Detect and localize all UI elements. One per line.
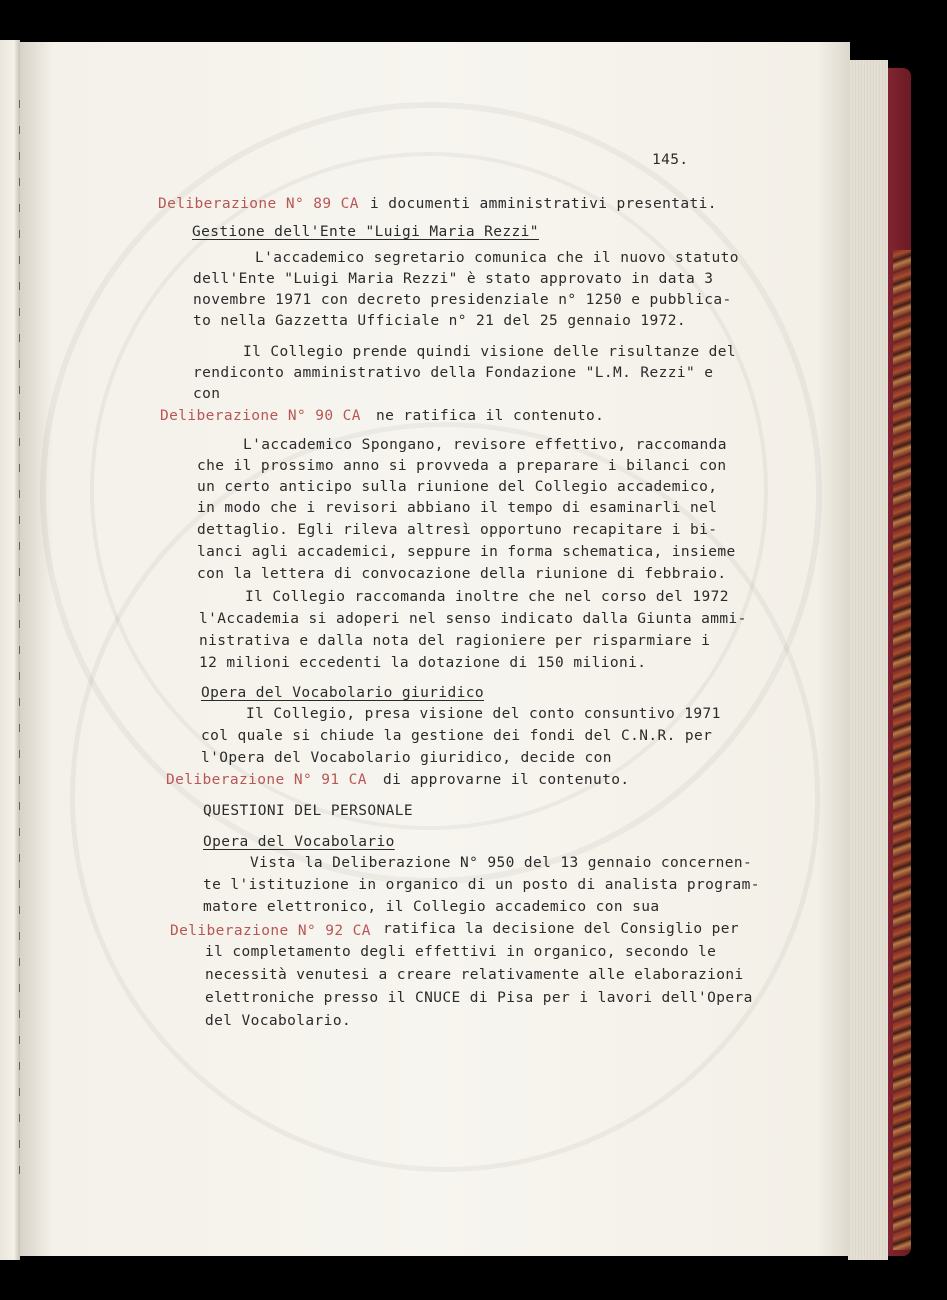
text-line: l'Opera del Vocabolario giuridico, decide con: [201, 750, 612, 766]
text-line: i documenti amministrativi presentati.: [370, 196, 717, 212]
text-line: Il Collegio, presa visione del conto consuntivo 1971: [246, 706, 721, 722]
text-line: Il Collegio raccomanda inoltre che nel corso del 1972: [245, 589, 729, 605]
text-line: dell'Ente "Luigi Maria Rezzi" è stato approvato in data 3: [193, 271, 714, 287]
text-line: ratifica la decisione del Consiglio per: [383, 921, 740, 937]
marbled-cover-edge: [893, 250, 911, 1250]
text-line: l'Accademia si adoperi nel senso indicato dalla Giunta ammi-: [199, 611, 747, 627]
text-line: to nella Gazzetta Ufficiale n° 21 del 25 gennaio 1972.: [193, 313, 687, 329]
text-line: con la lettera di convocazione della riunione di febbraio.: [197, 566, 727, 582]
text-line: 12 milioni eccedenti la dotazione di 150 milioni.: [199, 655, 647, 671]
text-line: il completamento degli effettivi in organico, secondo le: [205, 944, 717, 960]
section-title: QUESTIONI DEL PERSONALE: [203, 803, 413, 819]
text-line: necessità venutesi a creare relativamente alle elaborazioni: [205, 967, 744, 983]
text-line: in modo che i revisori abbiano il tempo di esaminarli nel: [197, 500, 718, 516]
left-page: [0, 40, 20, 1260]
text-line: Il Collegio prende quindi visione delle risultanze del: [243, 344, 737, 360]
text-line: Vista la Deliberazione N° 950 del 13 gennaio concernen-: [250, 855, 753, 871]
page-number: 145.: [652, 152, 689, 168]
text-line: novembre 1971 con decreto presidenziale n° 1250 e pubblica-: [193, 292, 732, 308]
section-heading: Opera del Vocabolario giuridico: [201, 685, 485, 701]
text-line: rendiconto amministrativo della Fondazione "L.M. Rezzi" e: [193, 365, 714, 381]
section-heading: Gestione dell'Ente "Luigi Maria Rezzi": [192, 224, 539, 240]
deliberation-89: Deliberazione N° 89 CA: [158, 196, 359, 212]
deliberation-90: Deliberazione N° 90 CA: [160, 408, 361, 424]
text-line: che il prossimo anno si provveda a preparare i bilanci con: [197, 458, 727, 474]
section-heading: Opera del Vocabolario: [203, 834, 395, 850]
text-line: di approvarne il contenuto.: [383, 772, 630, 788]
deliberation-92: Deliberazione N° 92 CA: [170, 923, 371, 939]
text-line: nistrativa e dalla nota del ragioniere per risparmiare i: [199, 633, 711, 649]
text-line: L'accademico segretario comunica che il nuovo statuto: [255, 250, 739, 266]
text-line: ne ratifica il contenuto.: [376, 408, 605, 424]
text-line: lanci agli accademici, seppure in forma schematica, insieme: [197, 544, 736, 560]
text-line: con: [193, 386, 221, 402]
text-line: te l'istituzione in organico di un posto di analista program-: [203, 877, 760, 893]
text-line: col quale si chiude la gestione dei fondi del C.N.R. per: [201, 728, 713, 744]
text-line: L'accademico Spongano, revisore effettivo, raccomanda: [243, 437, 727, 453]
text-line: un certo anticipo sulla riunione del Collegio accademico,: [197, 479, 718, 495]
text-line: del Vocabolario.: [205, 1013, 352, 1029]
text-line: dettaglio. Egli rileva altresì opportuno recapitare i bi-: [197, 522, 718, 538]
page-edges: [848, 60, 888, 1260]
text-line: elettroniche presso il CNUCE di Pisa per i lavori dell'Opera: [205, 990, 753, 1006]
text-line: matore elettronico, il Collegio accademico con sua: [203, 899, 660, 915]
deliberation-91: Deliberazione N° 91 CA: [166, 772, 367, 788]
